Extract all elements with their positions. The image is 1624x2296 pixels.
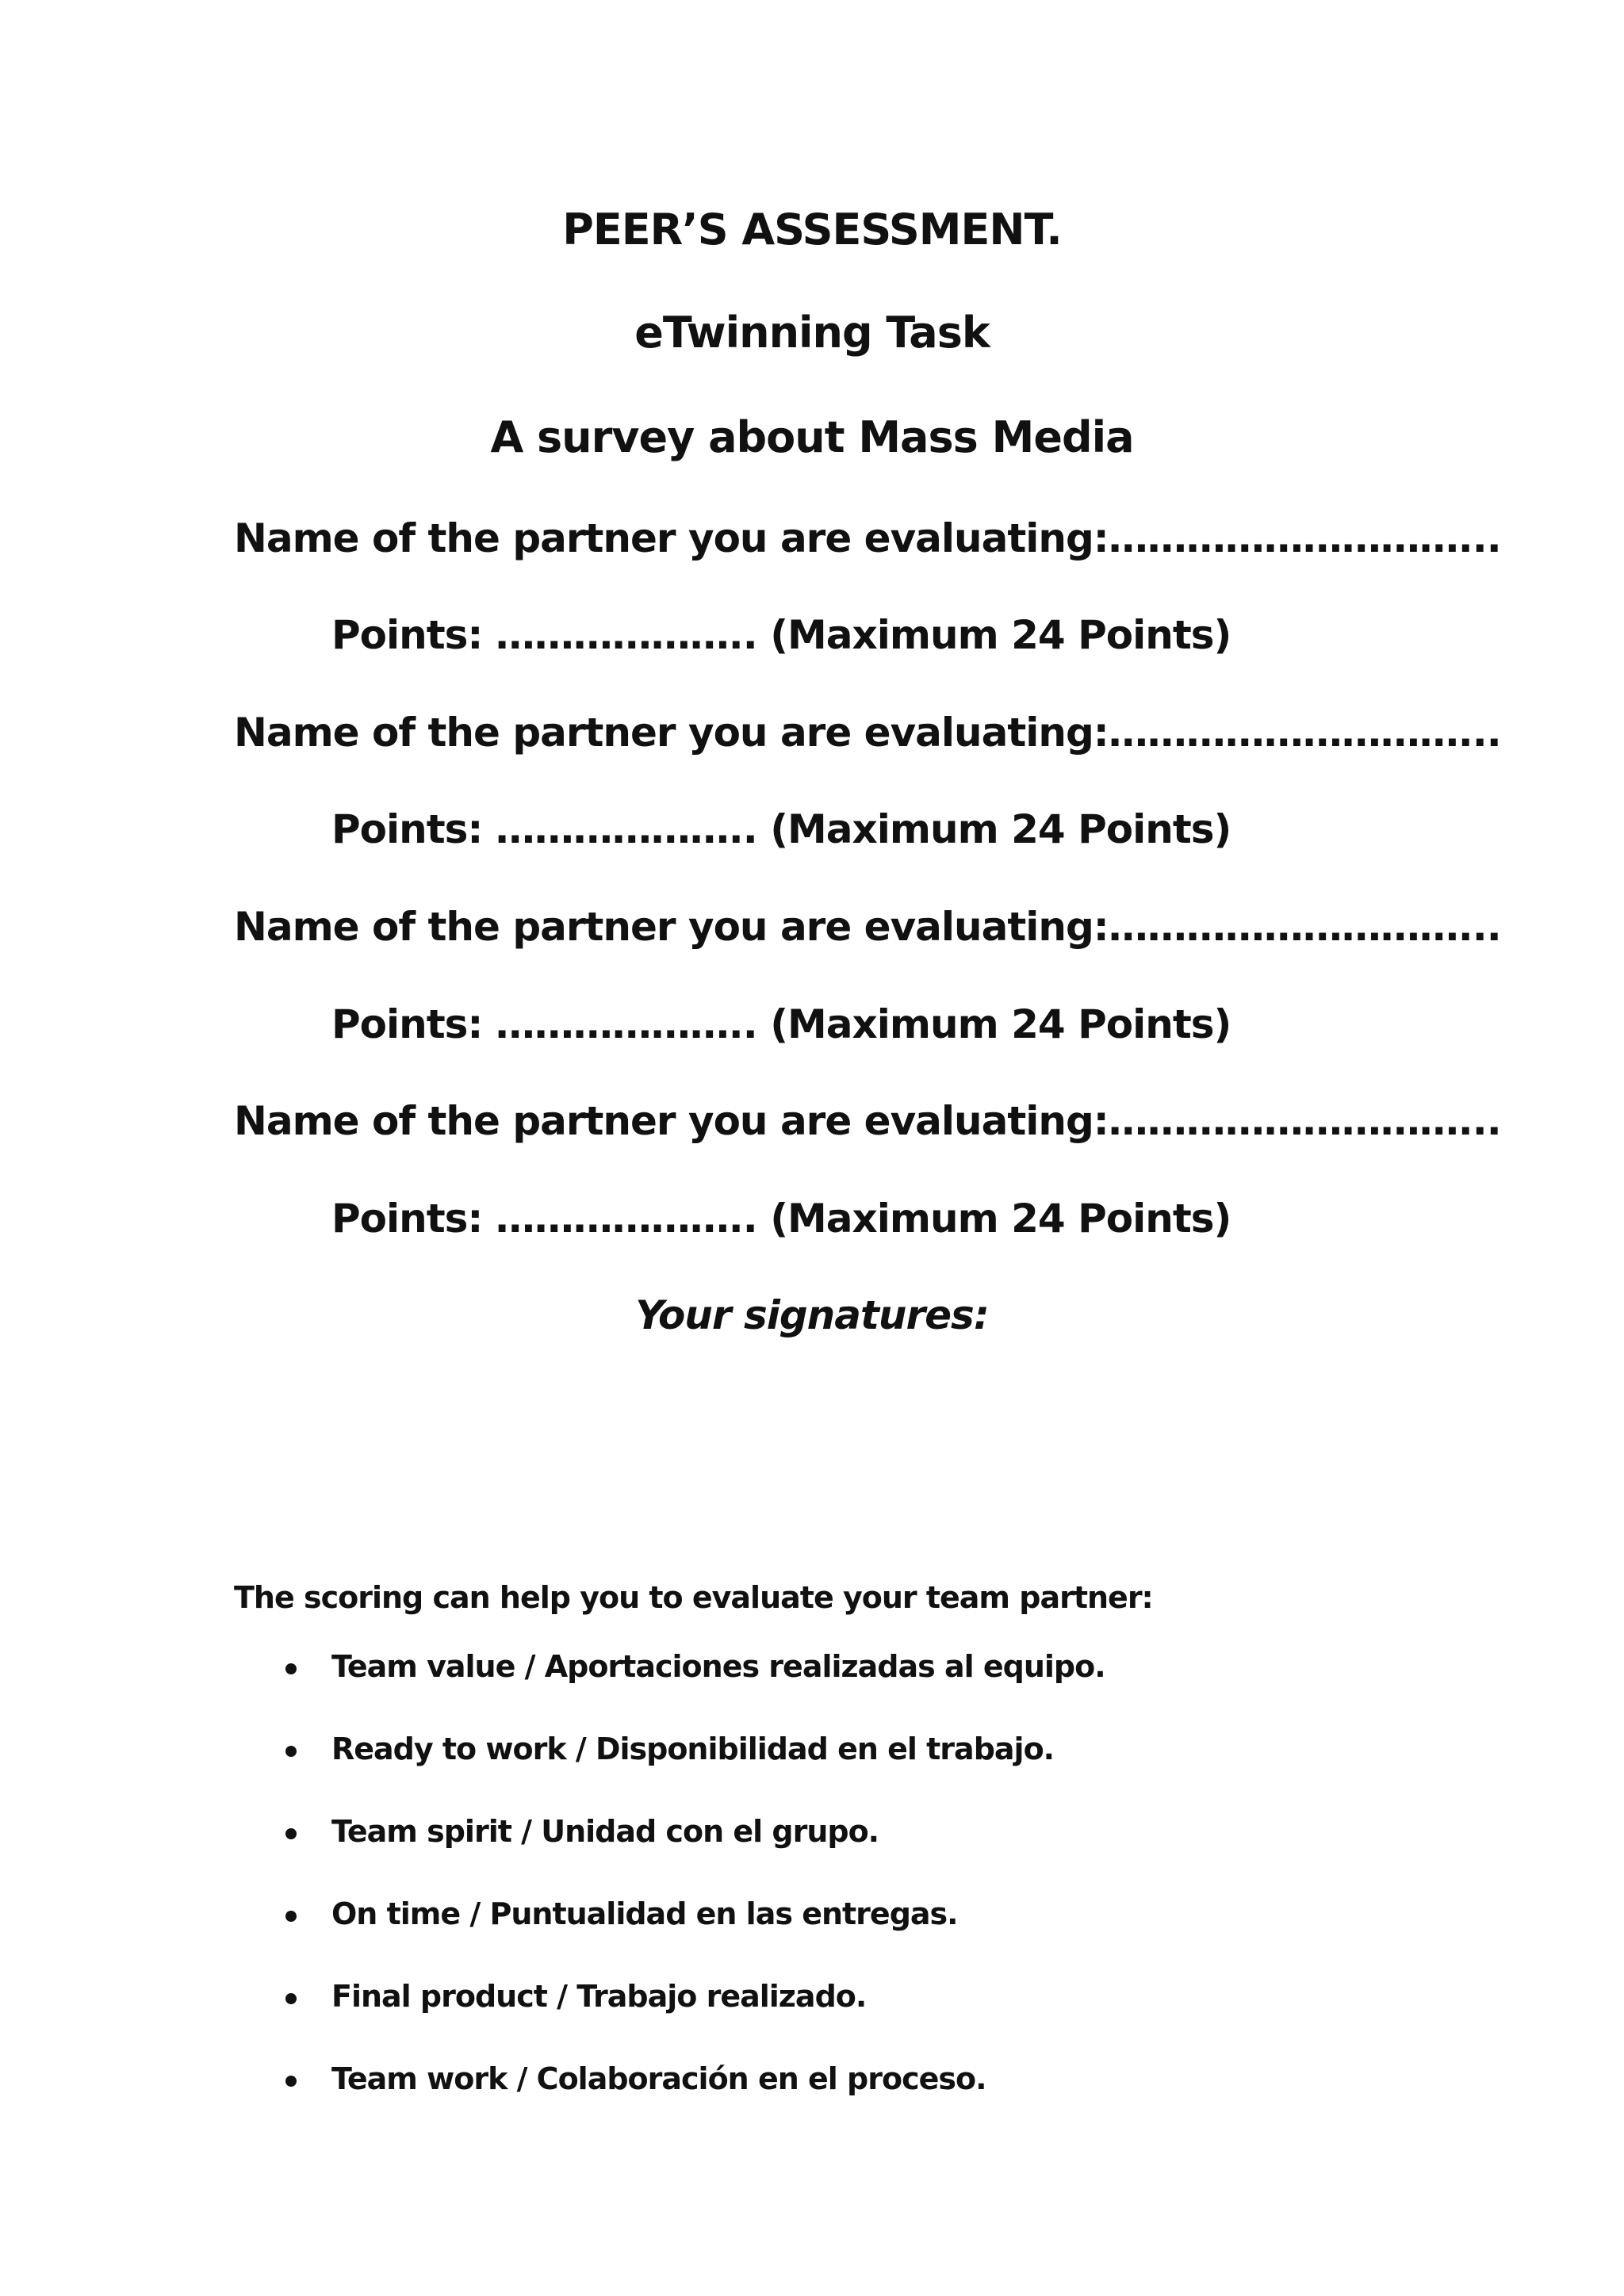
criteria-text: On time / Puntualidad en las entregas. [331,1896,958,1931]
bullet-icon [285,2076,297,2087]
criteria-item [331,1649,1105,1684]
criteria-text: Team work / Colaboración en el proceso. [331,2061,986,2096]
task-subtitle: eTwinning Task [634,308,990,358]
bullet-icon [285,1911,297,1922]
scoring-intro: The scoring can help you to evaluate your team partner: [234,1580,1153,1615]
bullet-icon [285,1663,297,1674]
signatures-label: Your signatures: [635,1292,989,1338]
partner-name-field[interactable]: Name of the partner you are evaluating:………………………... [234,710,1501,756]
bullet-icon [285,1828,297,1839]
bullet-icon [285,1993,297,2004]
criteria-item [331,1732,1054,1766]
partner-points-field[interactable]: Points: ……………….. (Maximum 24 Points) [331,612,1231,658]
partner-name-field[interactable]: Name of the partner you are evaluating:………………………... [234,515,1501,561]
partner-name-field[interactable]: Name of the partner you are evaluating:………………………... [234,904,1501,950]
survey-topic: A survey about Mass Media [490,412,1134,462]
partner-points-field[interactable]: Points: ……………….. (Maximum 24 Points) [331,806,1231,852]
criteria-text: Final product / Trabajo realizado. [331,1979,867,2014]
partner-name-field[interactable]: Name of the partner you are evaluating:………………………... [234,1098,1501,1144]
criteria-item [331,1896,958,1931]
partner-points-field[interactable]: Points: ……………….. (Maximum 24 Points) [331,1001,1231,1047]
bullet-icon [285,1746,297,1757]
criteria-item [331,2061,986,2096]
criteria-text: Ready to work / Disponibilidad en el trabajo. [331,1732,1055,1766]
criteria-text: Team value / Aportaciones realizadas al equipo. [331,1649,1105,1684]
criteria-text: Team spirit / Unidad con el grupo. [331,1814,879,1849]
criteria-item [331,1979,866,2014]
criteria-item [331,1814,879,1849]
document-title: PEER’S ASSESSMENT. [562,205,1062,254]
partner-points-field[interactable]: Points: ……………….. (Maximum 24 Points) [331,1196,1231,1242]
